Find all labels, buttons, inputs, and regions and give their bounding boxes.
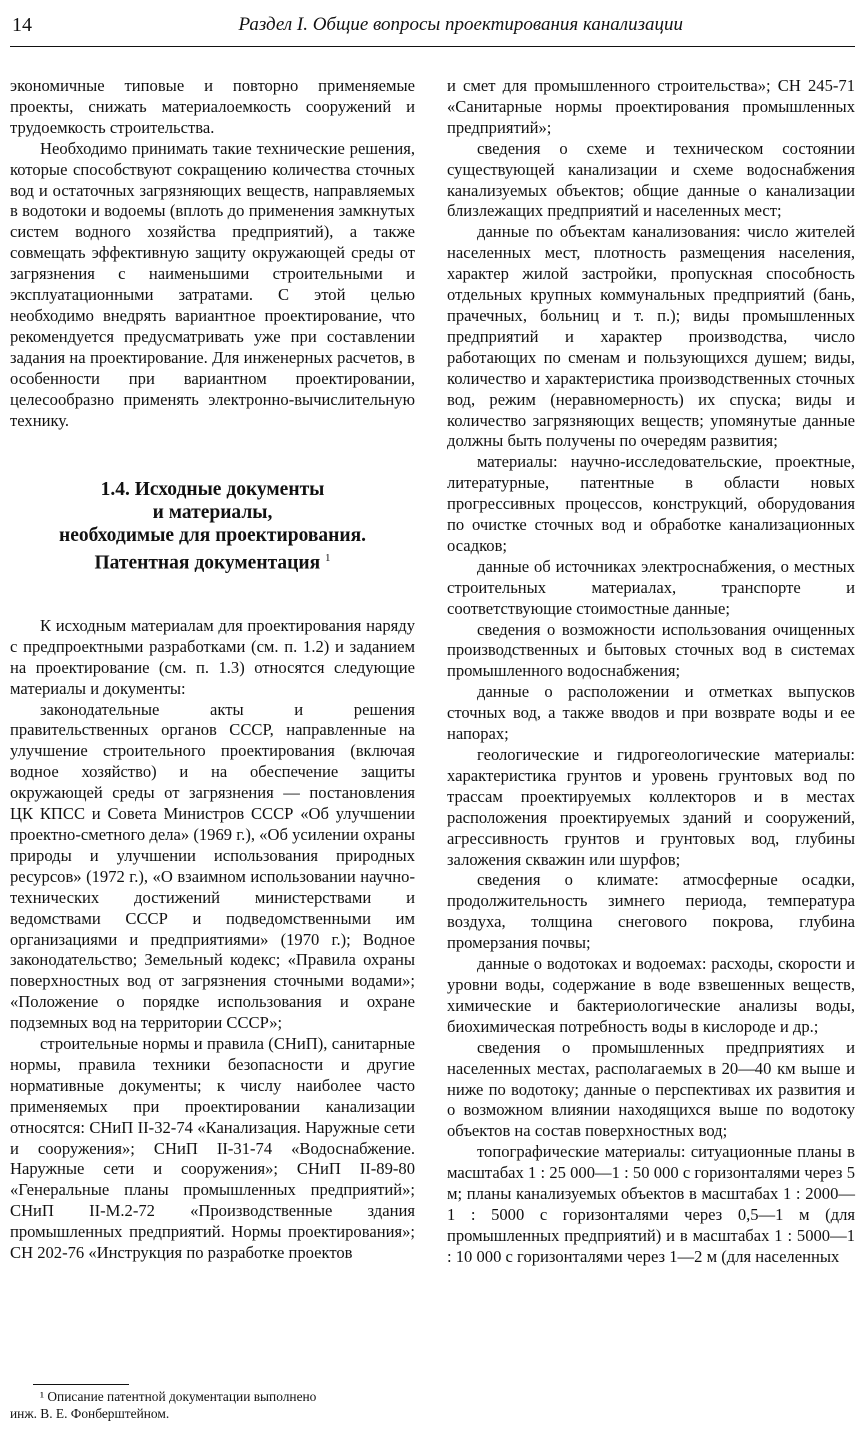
paragraph: сведения о возможности использования очищенных производственных и бытовых сточных вод в системах промышленного водоснабжения;	[447, 619, 855, 681]
footnote-line: инж. В. Е. Фонберштейном.	[10, 1406, 170, 1421]
footnote-line: ¹ Описание патентной документации выполнено	[40, 1389, 317, 1404]
paragraph: данные по объектам канализования: число жителей населенных мест, плотность размещения населения, характер жилой застройки, пропускная способность отдельных крупных коммунальных предприятий (бань, прачечных, больниц и т. п.); виды промышленных предприятий и характер производства, число работающих по сменам и пользующихся душем; виды, количество и характеристика производственных сточных вод, режим (неравномерность) их спуска; виды и количество загрязняющих веществ; упомянутые данные должны быть получены по очередям развития;	[447, 222, 855, 451]
paragraph: К исходным материалам для проектирования наряду с предпроектными разработками (см. п. 1.2) и заданием на проектирование (см. п. 1.3) относятся следующие материалы и документы:	[10, 615, 415, 698]
heading-line: 1.4. Исходные документы	[100, 479, 325, 501]
page-number: 14	[12, 14, 32, 36]
running-title: Раздел I. Общие вопросы проектирования канализации	[238, 14, 683, 35]
section-heading	[10, 478, 415, 575]
heading-line: Патентная документация	[94, 552, 321, 574]
paragraph: сведения о промышленных предприятиях и населенных местах, располагаемых в 20—40 км выше и ниже по водотоку; данные о перспективах их развития и о возможном влиянии находящихся выше по водотоку объектов на состав поверхностных вод;	[447, 1037, 855, 1141]
paragraph: сведения о схеме и техническом состоянии существующей канализации и схеме водоснабжения канализуемых объектов; общие данные о канализации близлежащих предприятий и населенных мест;	[447, 138, 855, 221]
footnote-rule	[33, 1384, 129, 1385]
right-column	[447, 76, 855, 1268]
heading-line: и материалы,	[152, 502, 273, 524]
paragraph: данные о расположении и отметках выпусков сточных вод, а также вводов и при возврате воды и ее напорах;	[447, 682, 855, 744]
page-header	[10, 6, 855, 47]
heading-line: необходимые для проектирования.	[58, 525, 367, 547]
heading-line-with-mark	[10, 547, 415, 575]
paragraph: и смет для промышленного строительства»; СН 245-71 «Санитарные нормы проектирования промышленных предприятий»;	[447, 76, 855, 137]
paragraph: экономичные типовые и повторно применяемые проекты, снижать материалоемкость сооружений и трудоемкость строительства.	[10, 76, 415, 137]
footnote	[10, 1388, 415, 1422]
paragraph: законодательные акты и решения правительственных органов СССР, направленные на улучшение строительного проектирования (включая водное хозяйство) и на обеспечение защиты окружающей среды от загрязнения — постановления ЦК КПСС и Совета Министров СССР «Об улучшении проектно-сметного дела» (1969 г.), «Об усилении охраны природы и улучшении использования природных ресурсов» (1972 г.), «О взаимном использовании научно-технических достижений министерствами и ведомствами СССР и подведомственными им организациями и предприятиями» (1970 г.); Водное законодательство; Земельный кодекс; «Правила охраны поверхностных вод от загрязнения сточными водами»; «Положение о порядке использования и охране подземных вод на территории СССР»;	[10, 699, 415, 1033]
paragraph: сведения о климате: атмосферные осадки, продолжительность зимнего периода, температура воздуха, толщина снегового покрова, глубина промерзания почвы;	[447, 870, 855, 953]
left-column	[10, 76, 415, 1264]
paragraph: топографические материалы: ситуационные планы в масштабах 1 : 25 000—1 : 50 000 с горизонталями через 5 м; планы канализуемых объектов в масштабах 1 : 2000—1 : 5000 с горизонталями через 0,5—1 м (для промышленных предприятий) и в масштабах 1 : 5000—1 : 10 000 с горизонталями через 1—2 м (для населенных	[447, 1142, 855, 1266]
paragraph: Необходимо принимать такие технические решения, которые способствуют сокращению количества сточных вод и остаточных загрязняющих веществ, направляемых в водотоки и водоемы (вплоть до применения замкнутых систем водного хозяйства предприятий), а также совмещать эффективную защиту окружающей среды от загрязнения с наименьшими строительными и эксплуатационными затратами. С этой целью необходимо внедрять вариантное проектирование, что рекомендуется предусматривать уже при составлении задания на проектирование. Для инженерных расчетов, в особенности при вариантном проектировании, целесообразно применять электронно-вычислительную технику.	[10, 138, 415, 430]
paragraph: данные о водотоках и водоемах: расходы, скорости и уровни воды, содержание в воде взвешенных веществ, химические и бактериологические анализы воды, биохимическая потребность воды в кислороде и др.;	[447, 954, 855, 1036]
paragraph: материалы: научно-исследовательские, проектные, литературные, патентные в области новых прогрессивных процессов, конструкций, оборудования по очистке сточных вод и обработке канализационных осадков;	[447, 452, 855, 555]
paragraph: геологические и гидрогеологические материалы: характеристика грунтов и уровень грунтовых вод по трассам проектируемых коллекторов и в местах расположения проектируемых зданий и сооружений, агрессивность грунтов и грунтовых вод, глубины заложения скважин или шурфов;	[447, 745, 855, 869]
footnote-mark: 1	[325, 552, 331, 565]
paragraph: данные об источниках электроснабжения, о местных строительных материалах, транспорте и соответствующие стоимостные данные;	[447, 556, 855, 618]
paragraph: строительные нормы и правила (СНиП), санитарные нормы, правила техники безопасности и другие нормативные документы; к числу наиболее часто применяемых при проектировании канализации относятся: СНиП II-32-74 «Канализация. Наружные сети и сооружения»; СНиП II-31-74 «Водоснабжение. Наружные сети и сооружения»; СНиП II-89-80 «Генеральные планы промышленных предприятий»; СНиП II-М.2-72 «Производственные здания промышленных предприятий. Нормы проектирования»; СН 202-76 «Инструкция по разработке проектов	[10, 1034, 415, 1263]
